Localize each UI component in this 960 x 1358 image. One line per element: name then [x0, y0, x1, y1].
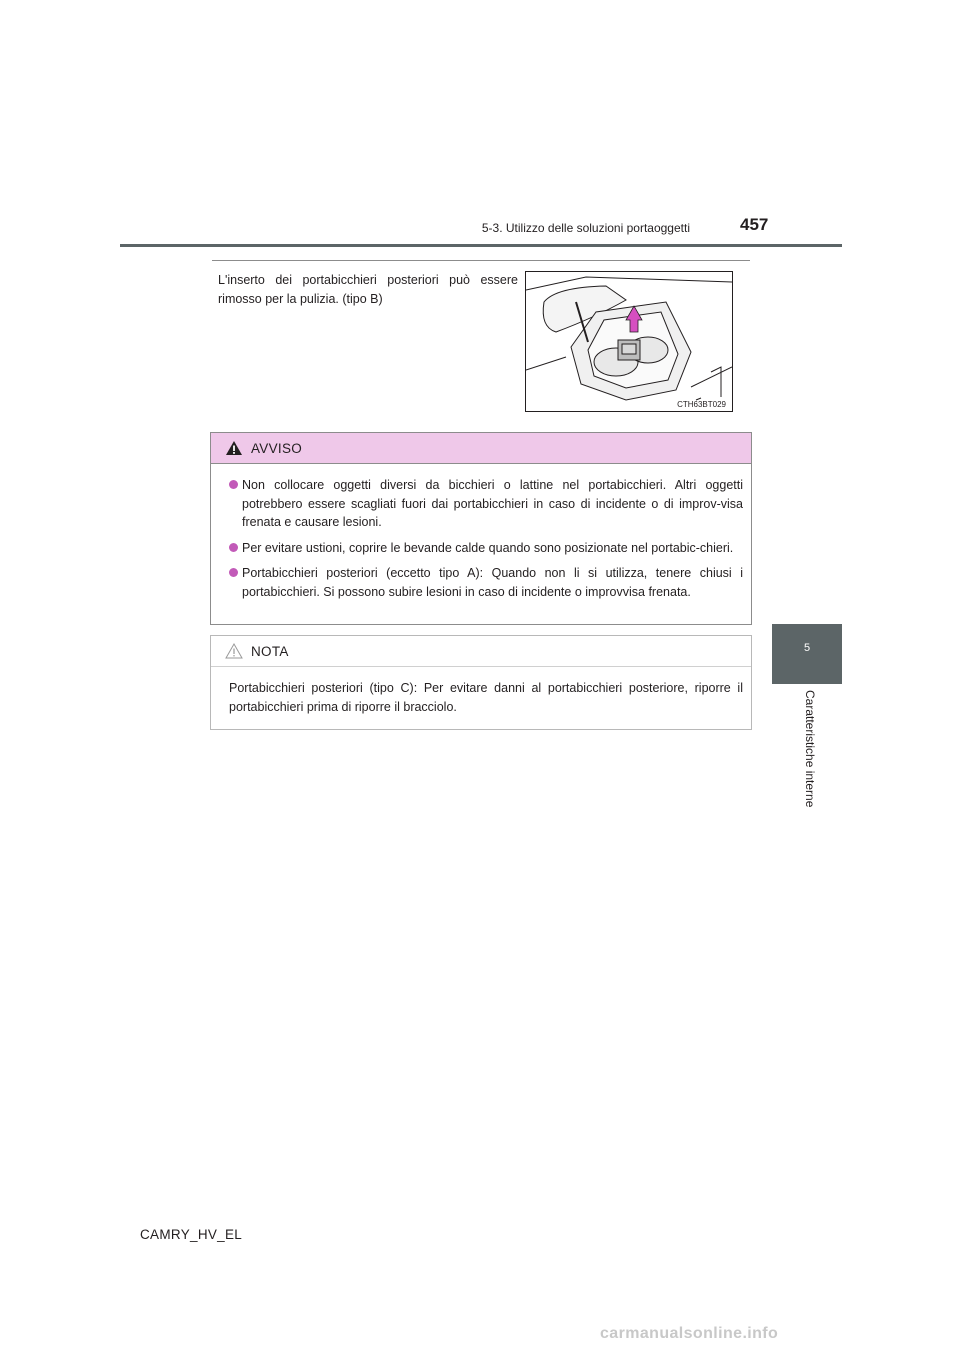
- warning-title: AVVISO: [251, 440, 303, 456]
- warning-item-text: Portabicchieri posteriori (eccetto tipo A): Quando non li si utilizza, tenere chiusi i portabicchieri. Si possono subire lesioni in caso di incidente o improvvisa frenata.: [242, 566, 743, 599]
- content-top-rule: [212, 260, 750, 261]
- section-title: 5-3. Utilizzo delle soluzioni portaoggetti: [481, 221, 690, 235]
- cup-holder-illustration: [525, 271, 733, 412]
- bullet-dot: [229, 543, 238, 552]
- warning-triangle-icon: [225, 440, 243, 456]
- note-header: [211, 636, 751, 667]
- chapter-number: 5: [803, 642, 811, 654]
- header-rule: [120, 244, 842, 247]
- caution-outline-icon: [225, 643, 243, 659]
- note-box: [210, 635, 752, 730]
- warning-header: [211, 433, 751, 464]
- footer-code: CAMRY_HV_EL: [140, 1227, 243, 1242]
- bullet-dot: [229, 568, 238, 577]
- cup-holder-drawing: [526, 272, 732, 411]
- chapter-title: Caratteristiche interne: [803, 690, 817, 808]
- watermark: carmanualsonline.info: [600, 1325, 779, 1342]
- warning-list: [211, 464, 751, 601]
- warning-box: [210, 432, 752, 625]
- chapter-tab: [772, 624, 842, 684]
- note-title: NOTA: [251, 643, 289, 659]
- page-number: 457: [740, 215, 769, 234]
- warning-item: [229, 476, 743, 532]
- warning-item-text: Per evitare ustioni, coprire le bevande calde quando sono posizionate nel portabic-chieri.: [242, 540, 734, 555]
- warning-item-text: Non collocare oggetti diversi da bicchieri o lattine nel portabicchieri. Altri oggetti potrebbero essere scagliati fuori dai portabicchieri in caso di incidente o di improv-visa frenata e causare lesioni.: [242, 478, 743, 529]
- figure-code: CTH63BT029: [677, 400, 726, 409]
- note-text: Portabicchieri posteriori (tipo C): Per evitare danni al portabicchieri posteriore, riporre il portabicchieri prima di riporre il bracciolo.: [229, 681, 743, 714]
- intro-paragraph: L'inserto dei portabicchieri posteriori può essere rimosso per la pulizia. (tipo B): [218, 273, 518, 306]
- warning-item: [229, 564, 743, 601]
- warning-item: [229, 539, 743, 558]
- bullet-dot: [229, 480, 238, 489]
